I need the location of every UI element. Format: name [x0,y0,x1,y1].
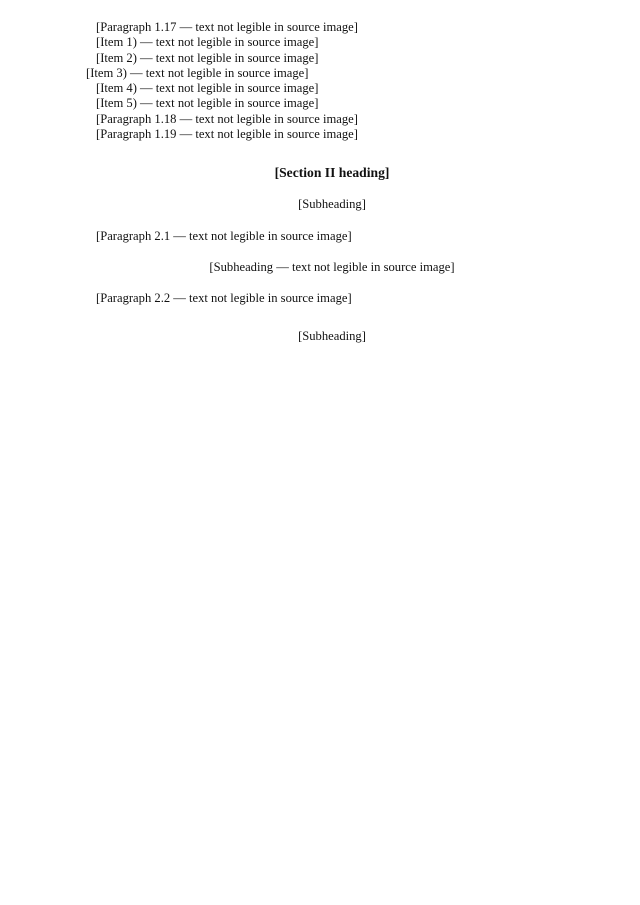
subheading-result: [Subheading] [298,328,366,343]
list-item-2: [Item 2) — text not legible in source image] [96,50,319,65]
paragraph-2-2: [Paragraph 2.2 — text not legible in source image] [96,291,352,306]
subheading-authority: [Subheading — text not legible in source image] [209,259,455,274]
list-item-3: [Item 3) — text not legible in source image] [86,65,309,80]
paragraph-2-1: [Paragraph 2.1 — text not legible in source image] [96,228,352,243]
section-title: [Section II heading] [274,165,390,181]
paragraph-1-17: [Paragraph 1.17 — text not legible in source image] [96,20,358,34]
paragraph-1-19: [Paragraph 1.19 — text not legible in source image] [96,127,358,142]
list-item-5: [Item 5) — text not legible in source image] [96,96,319,111]
paragraph-1-18: [Paragraph 1.18 — text not legible in source image] [96,111,358,126]
list-item-4: [Item 4) — text not legible in source image] [96,81,319,96]
list-item-1: [Item 1) — text not legible in source image] [96,35,319,50]
subheading-service-name: [Subheading] [298,197,366,212]
